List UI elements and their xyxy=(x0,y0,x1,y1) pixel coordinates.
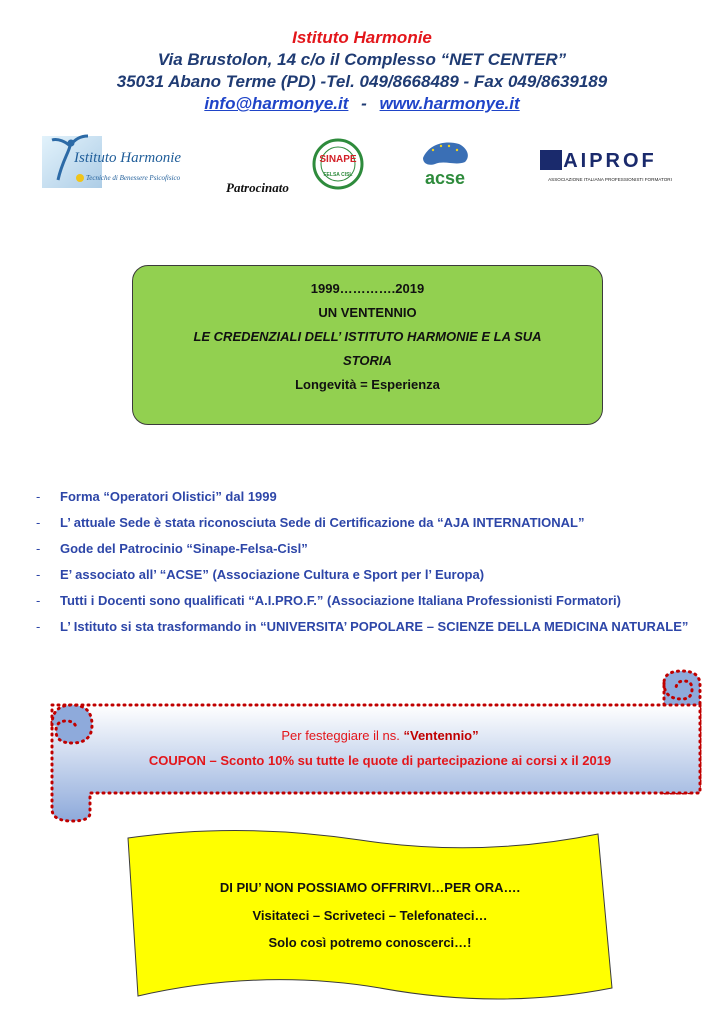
list-item: - Forma “Operatori Olistici” dal 1999 xyxy=(36,489,277,504)
list-item: - Gode del Patrocinio “Sinape-Felsa-Cisl” xyxy=(36,541,308,556)
logos-row xyxy=(0,128,724,198)
list-item: - L’ Istituto si sta trasformando in “UNIVERSITA’ POPOLARE – SCIENZE DELLA MEDICINA NATURALE” xyxy=(36,619,689,634)
aiprof-logo xyxy=(540,146,680,186)
list-item: - L’ attuale Sede è stata riconosciuta Sede di Certificazione da “AJA INTERNATIONAL” xyxy=(36,515,585,530)
sinape-logo xyxy=(312,138,364,190)
patrocinato-label: Patrocinato xyxy=(226,180,289,195)
website-link[interactable]: www.harmonye.it xyxy=(379,94,520,113)
sinape-logo-sub: FELSA CISL xyxy=(323,172,353,178)
coupon-highlight: “Ventennio” xyxy=(403,728,479,743)
credentials-list xyxy=(36,484,708,640)
list-item: - E’ associato all’ “ACSE” (Associazione Cultura e Sport per l’ Europa) xyxy=(36,567,485,582)
acse-logo xyxy=(415,136,475,191)
anniversary-title: UN VENTENNIO xyxy=(318,305,417,320)
coupon-offer: COUPON – Sconto 10% su tutte le quote di partecipazione ai corsi x il 2019 xyxy=(148,753,612,768)
coupon-scroll-banner xyxy=(0,665,724,825)
contact-links xyxy=(0,93,724,115)
closing-line-1: DI PIU’ NON POSSIAMO OFFRIRVI…PER ORA…. xyxy=(219,880,521,895)
aiprof-logo-text: AIPROF xyxy=(563,150,657,172)
closing-line-2: Visitateci – Scriveteci – Telefonateci… xyxy=(252,908,488,923)
email-link[interactable]: info@harmonye.it xyxy=(204,94,349,113)
link-separator: - xyxy=(361,94,367,113)
letterhead xyxy=(0,27,724,115)
sinape-logo-text: SINAPE xyxy=(319,154,357,165)
address-line-1: Via Brustolon, 14 c/o il Complesso “NET CENTER” xyxy=(157,50,567,69)
anniversary-box xyxy=(132,265,603,425)
list-item: - Tutti i Docenti sono qualificati “A.I.PRO.F.” (Associazione Italiana Professionisti Formatori) xyxy=(36,593,621,608)
coupon-intro: Per festeggiare il ns. “Ventennio” xyxy=(281,728,479,743)
harmonie-logo-title: Istituto Harmonie xyxy=(74,150,182,166)
istituto-harmonie-logo xyxy=(40,132,205,192)
sun-icon xyxy=(76,174,84,182)
anniversary-motto: Longevità = Esperienza xyxy=(295,377,440,392)
anniversary-years: 1999………….2019 xyxy=(310,281,425,296)
institute-name: Istituto Harmonie xyxy=(292,28,432,47)
harmonie-logo-sub: Tecniche di Benessere Psicofisico xyxy=(86,174,181,182)
acse-logo-text: acse xyxy=(424,168,466,188)
aiprof-logo-sub: ASSOCIAZIONE ITALIANA PROFESSIONISTI FORMATORI xyxy=(548,177,672,182)
closing-line-3: Solo così potremo conoscerci…! xyxy=(268,935,472,950)
anniversary-subtitle-2: STORIA xyxy=(343,353,392,368)
address-line-2: 35031 Abano Terme (PD) -Tel. 049/8668489 - Fax 049/8639189 xyxy=(116,72,608,91)
anniversary-subtitle: LE CREDENZIALI DELL’ ISTITUTO HARMONIE E LA SUA xyxy=(193,329,542,344)
